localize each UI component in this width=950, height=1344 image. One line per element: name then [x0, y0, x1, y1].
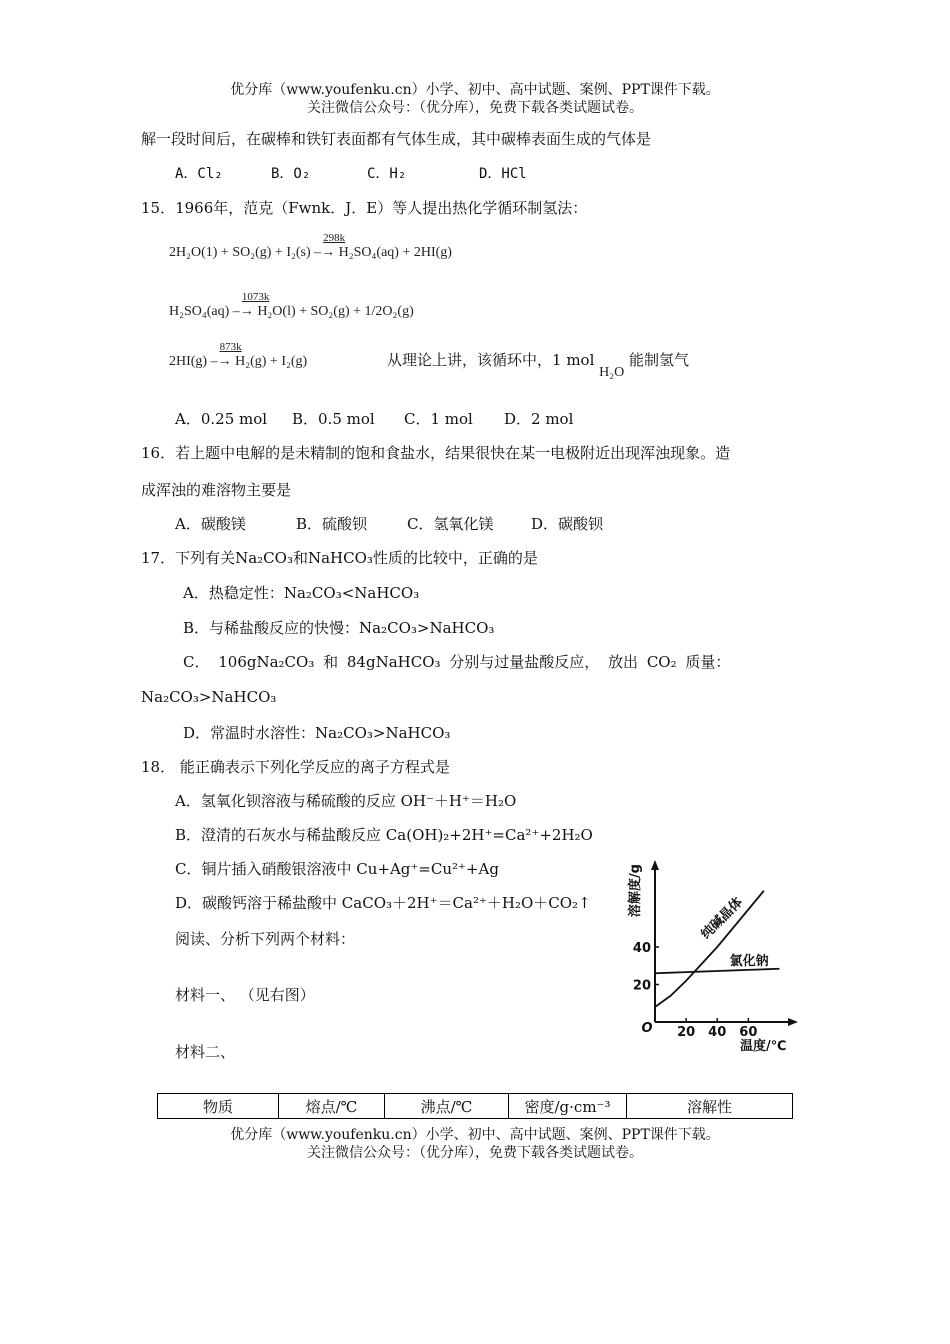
- eq2-right: → H₂O(l) + SO₂(g) + 1/2O₂(g): [239, 304, 414, 319]
- q15-equation-3: [169, 341, 308, 370]
- header-solubility: 溶解性: [627, 1094, 793, 1119]
- q15-tail: [387, 349, 690, 380]
- q15-option-a: A．0.25 mol: [175, 410, 268, 428]
- q18-option-a: A．氢氧化钡溶液与稀硫酸的反应 OH⁻＋H⁺＝H₂O: [175, 792, 517, 810]
- q16-line2: 成浑浊的难溶物主要是: [141, 481, 292, 499]
- eq2-left: H₂SO₄(aq) –: [169, 304, 240, 319]
- page-header-line1: 优分库（www.youfenku.cn）小学、初中、高中试题、案例、PPT课件下载。: [230, 82, 720, 98]
- q18-text: 18． 能正确表示下列化学反应的离子方程式是: [141, 758, 450, 776]
- properties-table: [157, 1093, 793, 1119]
- page-footer-line2: 关注微信公众号：（优分库），免费下载各类试题试卷。: [307, 1145, 643, 1161]
- q16-option-c: C．氢氧化镁: [407, 515, 494, 533]
- q18-option-d: D．碳酸钙溶于稀盐酸中 CaCO₃＋2H⁺＝Ca²⁺＋H₂O＋CO₂↑: [175, 894, 591, 912]
- q17-option-d: D．常温时水溶性：Na₂CO₃>NaHCO₃: [183, 724, 451, 742]
- eq3-right: → H₂(g) + I₂(g): [217, 354, 308, 369]
- eq3-condition: 873k: [219, 341, 242, 353]
- x-tick-label: 60: [739, 1025, 758, 1040]
- q14-options: [175, 163, 527, 183]
- page-footer-line1: 优分库（www.youfenku.cn）小学、初中、高中试题、案例、PPT课件下载。: [230, 1127, 720, 1143]
- q15-options: [175, 408, 573, 429]
- q18-option-c: C．铜片插入硝酸银溶液中 Cu+Ag⁺=Cu²⁺+Ag: [175, 860, 499, 878]
- header-density: 密度/g·cm⁻³: [509, 1094, 627, 1119]
- header-boiling-point: 沸点/℃: [385, 1094, 509, 1119]
- header-substance: 物质: [158, 1094, 279, 1119]
- y-tick-label: 40: [632, 941, 651, 956]
- page-header-line2: 关注微信公众号：（优分库），免费下载各类试题试卷。: [307, 100, 643, 116]
- q14-option-c: C．H₂: [367, 166, 407, 182]
- eq1-right: → H₂SO₄(aq) + 2HI(g): [321, 245, 452, 260]
- q18-option-b: B．澄清的石灰水与稀盐酸反应 Ca(OH)₂+2H⁺=Ca²⁺+2H₂O: [175, 826, 593, 844]
- q15-equation-2: [169, 291, 414, 320]
- y-tick-label: 20: [632, 978, 651, 994]
- x-axis-label: 温度/℃: [740, 1039, 787, 1054]
- q17-option-c-cont: Na₂CO₃>NaHCO₃: [141, 688, 277, 706]
- q15-option-d: D．2 mol: [504, 410, 574, 428]
- series-line-2: [655, 969, 779, 974]
- x-tick-label: 20: [677, 1025, 696, 1040]
- q17-option-c: C． 106gNa₂CO₃ 和 84gNaHCO₃ 分别与过量盐酸反应， 放出 CO₂ 质量：: [183, 653, 731, 671]
- origin-label: O: [641, 1021, 653, 1036]
- eq1-condition: 298k: [323, 232, 346, 244]
- q17-option-a: A．热稳定性：Na₂CO₃<NaHCO₃: [183, 584, 420, 602]
- x-tick-label: 40: [708, 1025, 727, 1040]
- material-2: 材料二、: [175, 1043, 236, 1061]
- series-label-2: 氯化钠: [729, 953, 769, 969]
- table-header-row: [158, 1094, 793, 1119]
- q14-text: 解一段时间后，在碳棒和铁钉表面都有气体生成，其中碳棒表面生成的气体是: [141, 130, 652, 148]
- reading-intro: 阅读、分析下列两个材料：: [175, 930, 356, 948]
- q15-h2o: H₂O: [599, 365, 625, 380]
- q15-tail-a: 从理论上讲，该循环中，1 mol: [387, 351, 595, 369]
- q15-text: 15．1966年，范克（Fwnk．J．E）等人提出热化学循环制氢法：: [141, 199, 588, 217]
- q15-option-b: B．0.5 mol: [292, 410, 375, 428]
- q17-text: 17．下列有关Na₂CO₃和NaHCO₃性质的比较中，正确的是: [141, 549, 538, 567]
- q16-option-d: D．碳酸钡: [531, 515, 604, 533]
- x-axis-arrow: [788, 1018, 798, 1026]
- series-line-1: [655, 891, 764, 1007]
- solubility-chart: [625, 850, 805, 1055]
- material-1: 材料一、 （见右图）: [175, 986, 315, 1004]
- q14-option-a: A．Cl₂: [175, 166, 223, 182]
- header-melting-point: 熔点/℃: [279, 1094, 385, 1119]
- series-label-1: 纯碱晶体: [698, 894, 746, 943]
- q16-options: [175, 513, 603, 534]
- y-axis-label: 溶解度/g: [628, 864, 643, 918]
- eq2-condition: 1073k: [241, 291, 270, 303]
- q16-line1: 16．若上题中电解的是未精制的饱和食盐水，结果很快在某一电极附近出现浑浊现象。造: [141, 444, 731, 462]
- q16-option-b: B．硫酸钡: [296, 515, 368, 533]
- eq1-left: 2H₂O(1) + SO₂(g) + I₂(s) –: [169, 245, 322, 260]
- eq3-left: 2HI(g) –: [169, 354, 218, 369]
- q15-tail-b: 能制氢气: [629, 351, 690, 369]
- q14-option-d: D．HCl: [479, 166, 527, 182]
- q16-option-a: A．碳酸镁: [175, 515, 246, 533]
- q15-equation-1: [169, 232, 452, 261]
- q14-option-b: B．O₂: [271, 166, 311, 182]
- q17-option-b: B．与稀盐酸反应的快慢：Na₂CO₃>NaHCO₃: [183, 619, 495, 637]
- y-axis-arrow: [651, 860, 659, 870]
- q15-option-c: C．1 mol: [404, 410, 473, 428]
